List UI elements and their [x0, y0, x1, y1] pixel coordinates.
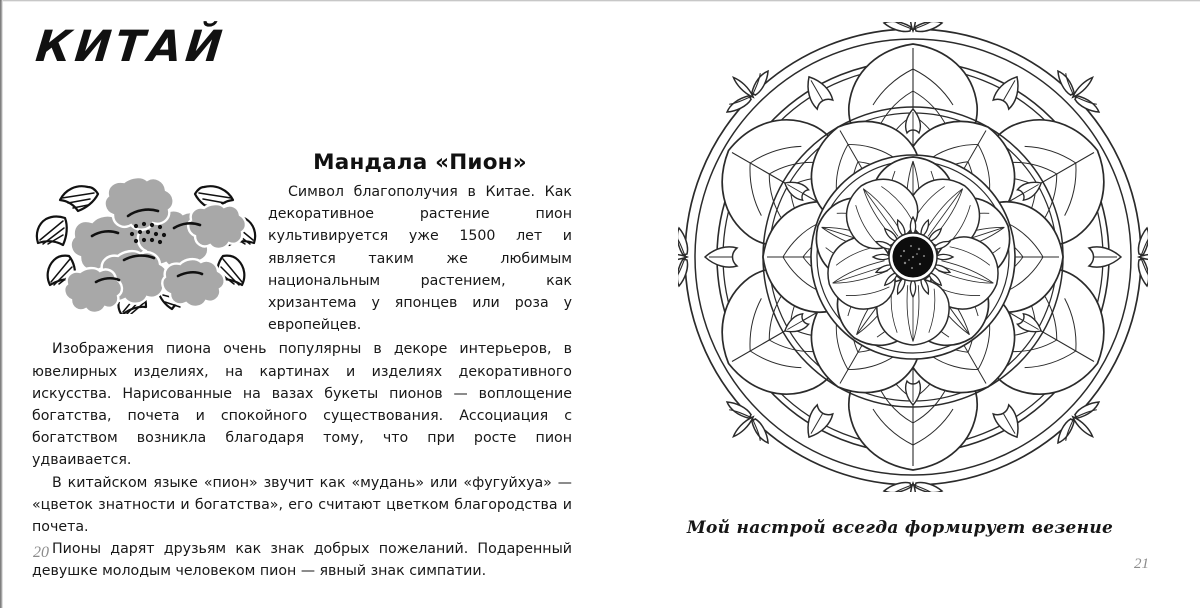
section-heading: Мандала «Пион»	[313, 150, 527, 175]
page-number-right: 21	[1134, 556, 1149, 572]
peony-mandala	[678, 22, 1148, 492]
article-body	[32, 150, 572, 583]
paragraph-intro: Символ благополучия в Китае. Как декоративное растение пион культивируется уже 1500 лет и является таким же любимым национальным растением, как хризантема у японцев или роза у европейцев.	[268, 184, 572, 334]
paragraph-gifting: Пионы дарят друзьям как знак добрых пожеланий. Подаренный девушке молодым человеком пион — явный знак симпатии.	[32, 541, 572, 580]
page-right	[600, 0, 1200, 608]
paragraph-popularity: Изображения пиона очень популярны в декоре интерьеров, в ювелирных изделиях, на картинах и изделиях декоративного искусства. Нарисованные на вазах букеты пионов — воплощение богатства, почета и спокойного существования. Ассоциация с богатством возникла благодаря тому, что при росте пион удваивается.	[32, 341, 572, 469]
page-number-left: 20	[33, 544, 49, 561]
mandala-caption: Мой настрой всегда формирует везение	[686, 518, 1114, 538]
peony-flower-illustration	[32, 164, 260, 314]
chapter-title: КИТАЙ	[33, 22, 229, 72]
paragraph-chinese-name: В китайском языке «пион» звучит как «мудань» или «фугуйхуа» — «цветок знатности и богатства», его считают цветком благородства и почета.	[32, 474, 572, 536]
